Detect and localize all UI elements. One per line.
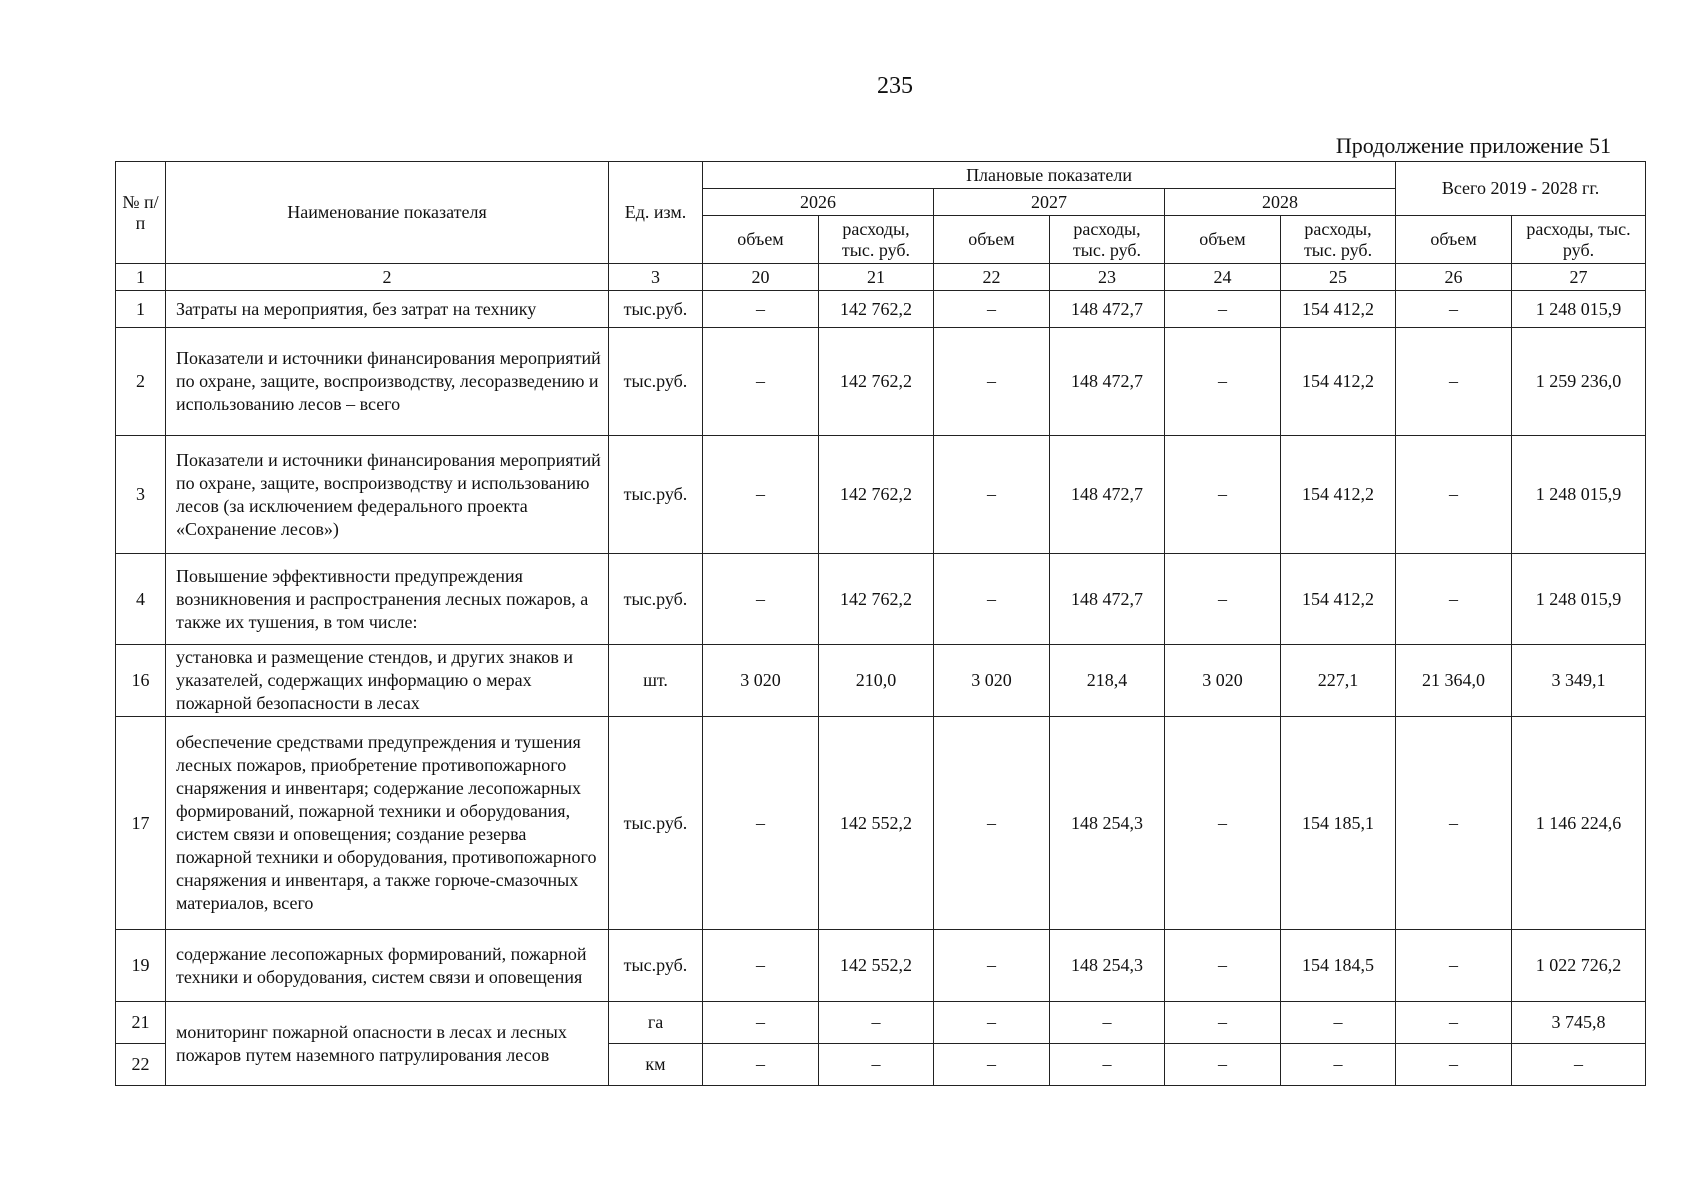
header-year-2028: 2028 xyxy=(1165,189,1396,216)
cell-expenses-2028: 154 184,5 xyxy=(1281,930,1396,1002)
cell-volume-2028: – xyxy=(1165,328,1281,436)
cell-volume-2028: 3 020 xyxy=(1165,645,1281,717)
cell-expenses-2028: 154 412,2 xyxy=(1281,291,1396,328)
column-number: 25 xyxy=(1281,264,1396,291)
cell-expenses-total: 1 248 015,9 xyxy=(1512,436,1646,554)
column-number: 26 xyxy=(1396,264,1512,291)
cell-volume-2026: – xyxy=(703,1002,819,1044)
cell-volume-2026: – xyxy=(703,554,819,645)
cell-volume-2027: – xyxy=(934,1044,1050,1086)
cell-expenses-2027: 148 472,7 xyxy=(1050,291,1165,328)
column-number: 27 xyxy=(1512,264,1646,291)
column-number: 21 xyxy=(819,264,934,291)
cell-expenses-2028: – xyxy=(1281,1002,1396,1044)
cell-volume-2028: – xyxy=(1165,717,1281,930)
column-number: 3 xyxy=(609,264,703,291)
cell-expenses-2026: 142 762,2 xyxy=(819,291,934,328)
row-unit: тыс.руб. xyxy=(609,930,703,1002)
row-unit: га xyxy=(609,1002,703,1044)
row-num: 3 xyxy=(116,436,166,554)
cell-expenses-2028: 227,1 xyxy=(1281,645,1396,717)
cell-volume-2027: 3 020 xyxy=(934,645,1050,717)
table-row xyxy=(116,328,1646,436)
cell-expenses-2026: 142 552,2 xyxy=(819,930,934,1002)
cell-volume-2026: – xyxy=(703,436,819,554)
cell-volume-2028: – xyxy=(1165,930,1281,1002)
column-number: 2 xyxy=(166,264,609,291)
row-unit: км xyxy=(609,1044,703,1086)
header-expenses: расходы, тыс. руб. xyxy=(1050,216,1165,264)
cell-expenses-2027: 148 254,3 xyxy=(1050,930,1165,1002)
header-volume: объем xyxy=(1396,216,1512,264)
column-number: 20 xyxy=(703,264,819,291)
header-unit: Ед. изм. xyxy=(609,162,703,264)
table-row xyxy=(116,436,1646,554)
row-name: Показатели и источники финансирования мероприятий по охране, защите, воспроизводству и использованию лесов (за исключением федерального проекта «Сохранение лесов») xyxy=(166,436,609,554)
cell-volume-2027: – xyxy=(934,436,1050,554)
cell-expenses-2026: 142 762,2 xyxy=(819,328,934,436)
cell-volume-total: 21 364,0 xyxy=(1396,645,1512,717)
cell-expenses-2027: 148 472,7 xyxy=(1050,436,1165,554)
row-unit: тыс.руб. xyxy=(609,717,703,930)
header-expenses: расходы, тыс. руб. xyxy=(819,216,934,264)
cell-expenses-2028: 154 412,2 xyxy=(1281,554,1396,645)
row-num: 2 xyxy=(116,328,166,436)
cell-volume-2027: – xyxy=(934,717,1050,930)
row-num: 22 xyxy=(116,1044,166,1086)
header-total: Всего 2019 - 2028 гг. xyxy=(1396,162,1646,216)
cell-volume-2028: – xyxy=(1165,436,1281,554)
row-name: Повышение эффективности предупреждения возникновения и распространения лесных пожаров, а также их тушения, в том числе: xyxy=(166,554,609,645)
header-volume: объем xyxy=(703,216,819,264)
cell-expenses-2026: – xyxy=(819,1002,934,1044)
header-expenses: расходы, тыс. руб. xyxy=(1281,216,1396,264)
row-num: 21 xyxy=(116,1002,166,1044)
cell-expenses-total: 1 146 224,6 xyxy=(1512,717,1646,930)
column-number: 24 xyxy=(1165,264,1281,291)
cell-expenses-total: – xyxy=(1512,1044,1646,1086)
row-num: 17 xyxy=(116,717,166,930)
cell-expenses-2027: 218,4 xyxy=(1050,645,1165,717)
header-year-2027: 2027 xyxy=(934,189,1165,216)
cell-volume-2028: – xyxy=(1165,291,1281,328)
cell-expenses-total: 3 349,1 xyxy=(1512,645,1646,717)
cell-expenses-2028: 154 185,1 xyxy=(1281,717,1396,930)
row-unit: тыс.руб. xyxy=(609,328,703,436)
cell-expenses-2027: 148 472,7 xyxy=(1050,328,1165,436)
cell-expenses-total: 1 022 726,2 xyxy=(1512,930,1646,1002)
table-row xyxy=(116,930,1646,1002)
cell-expenses-2027: 148 472,7 xyxy=(1050,554,1165,645)
page-number: 235 xyxy=(877,73,913,99)
cell-volume-2028: – xyxy=(1165,554,1281,645)
cell-volume-2026: – xyxy=(703,717,819,930)
cell-expenses-2026: 142 552,2 xyxy=(819,717,934,930)
cell-expenses-total: 1 248 015,9 xyxy=(1512,291,1646,328)
header-planned: Плановые показатели xyxy=(703,162,1396,189)
row-num: 4 xyxy=(116,554,166,645)
cell-expenses-2028: 154 412,2 xyxy=(1281,328,1396,436)
column-number: 22 xyxy=(934,264,1050,291)
cell-expenses-2026: 210,0 xyxy=(819,645,934,717)
continuation-label: Продолжение приложение 51 xyxy=(1335,133,1611,158)
cell-volume-total: – xyxy=(1396,328,1512,436)
row-name: мониторинг пожарной опасности в лесах и лесных пожаров путем наземного патрулирования лесов xyxy=(166,1002,609,1086)
cell-expenses-2026: 142 762,2 xyxy=(819,554,934,645)
row-name: установка и размещение стендов, и других знаков и указателей, содержащих информацию о мерах пожарной безопасности в лесах xyxy=(166,645,609,717)
cell-volume-total: – xyxy=(1396,717,1512,930)
row-num: 1 xyxy=(116,291,166,328)
cell-volume-2027: – xyxy=(934,1002,1050,1044)
cell-expenses-2028: – xyxy=(1281,1044,1396,1086)
cell-volume-2026: – xyxy=(703,930,819,1002)
cell-expenses-2027: – xyxy=(1050,1044,1165,1086)
row-num: 16 xyxy=(116,645,166,717)
cell-volume-2028: – xyxy=(1165,1002,1281,1044)
header-volume: объем xyxy=(1165,216,1281,264)
cell-expenses-total: 1 259 236,0 xyxy=(1512,328,1646,436)
cell-volume-2026: – xyxy=(703,328,819,436)
row-name: Затраты на мероприятия, без затрат на технику xyxy=(166,291,609,328)
row-name: содержание лесопожарных формирований, пожарной техники и оборудования, систем связи и оповещения xyxy=(166,930,609,1002)
row-num: 19 xyxy=(116,930,166,1002)
cell-expenses-2027: 148 254,3 xyxy=(1050,717,1165,930)
header-year-2026: 2026 xyxy=(703,189,934,216)
table-row xyxy=(116,291,1646,328)
header-expenses: расходы, тыс. руб. xyxy=(1512,216,1646,264)
row-unit: тыс.руб. xyxy=(609,291,703,328)
cell-expenses-total: 1 248 015,9 xyxy=(1512,554,1646,645)
cell-volume-2027: – xyxy=(934,554,1050,645)
row-name: обеспечение средствами предупреждения и тушения лесных пожаров, приобретение противопожарного снаряжения и инвентаря; содержание лесопожарных формирований, пожарной техники и оборудования, систем связи и оповещения; создание резерва пожарной техники и оборудования, противопожарного снаряжения и инвентаря, а также горюче-смазочных материалов, всего xyxy=(166,717,609,930)
row-unit: тыс.руб. xyxy=(609,554,703,645)
header-volume: объем xyxy=(934,216,1050,264)
row-name: Показатели и источники финансирования мероприятий по охране, защите, воспроизводству, лесоразведению и использованию лесов – всего xyxy=(166,328,609,436)
row-unit: тыс.руб. xyxy=(609,436,703,554)
cell-volume-total: – xyxy=(1396,291,1512,328)
cell-volume-total: – xyxy=(1396,930,1512,1002)
table-row xyxy=(116,1002,1646,1044)
column-number: 1 xyxy=(116,264,166,291)
header-num: № п/п xyxy=(116,162,166,264)
cell-volume-2027: – xyxy=(934,291,1050,328)
cell-volume-total: – xyxy=(1396,554,1512,645)
cell-expenses-2028: 154 412,2 xyxy=(1281,436,1396,554)
cell-volume-total: – xyxy=(1396,1044,1512,1086)
cell-expenses-total: 3 745,8 xyxy=(1512,1002,1646,1044)
cell-expenses-2027: – xyxy=(1050,1002,1165,1044)
table-row xyxy=(116,554,1646,645)
table-row xyxy=(116,717,1646,930)
cell-volume-2027: – xyxy=(934,930,1050,1002)
row-unit: шт. xyxy=(609,645,703,717)
cell-volume-2027: – xyxy=(934,328,1050,436)
cell-volume-2026: 3 020 xyxy=(703,645,819,717)
cell-volume-total: – xyxy=(1396,436,1512,554)
cell-expenses-2026: 142 762,2 xyxy=(819,436,934,554)
column-numbers-row xyxy=(116,264,1646,291)
cell-volume-2026: – xyxy=(703,291,819,328)
cell-expenses-2026: – xyxy=(819,1044,934,1086)
cell-volume-2028: – xyxy=(1165,1044,1281,1086)
header-name: Наименование показателя xyxy=(166,162,609,264)
cell-volume-2026: – xyxy=(703,1044,819,1086)
cell-volume-total: – xyxy=(1396,1002,1512,1044)
column-number: 23 xyxy=(1050,264,1165,291)
table-row xyxy=(116,645,1646,717)
indicators-table xyxy=(115,161,1646,1086)
